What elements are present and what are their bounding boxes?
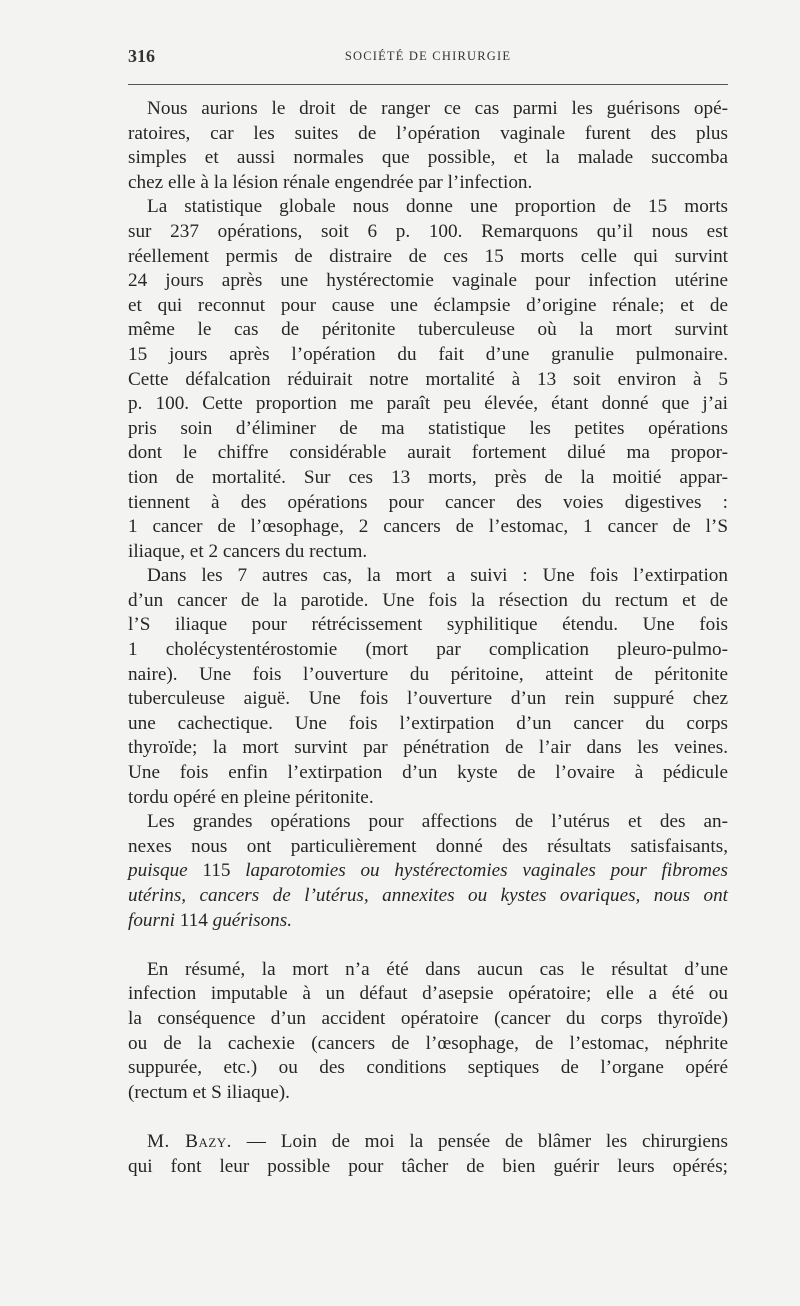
text-line: tiennent à des opérations pour cancer des voies digestives : [128, 491, 728, 513]
text-line-mixed: puisque 115 laparotomies ou hystérectomies vaginales pour fibromes [128, 860, 728, 882]
text-line: même le cas de péritonite tuberculeuse où la mort survint [128, 319, 728, 341]
text-line: une cachectique. Une fois l’extirpation d’un cancer du corps [128, 712, 728, 734]
text-line: 24 jours après une hystérectomie vaginale pour infection utérine [128, 270, 728, 292]
text-line: Nous aurions le droit de ranger ce cas parmi les guérisons opé- [147, 98, 728, 119]
text-line: tordu opéré en pleine péritonite. [128, 786, 374, 808]
text-line: Cette défalcation réduirait notre mortalité à 13 soit environ à 5 [128, 368, 728, 390]
text-line: iliaque, et 2 cancers du rectum. [128, 540, 368, 562]
text-line: ou de la cachexie (cancers de l’œsophage, de l’estomac, néphrite [128, 1032, 728, 1054]
text-line: dont le chiffre considérable aurait fortement dilué ma propor- [128, 442, 728, 464]
text-line: la conséquence d’un accident opératoire (cancer du corps thyroïde) [128, 1007, 728, 1029]
text-line: Une fois enfin l’extirpation d’un kyste de l’ovaire à pédicule [128, 762, 728, 784]
speaker-name: M. Bazy. [147, 1130, 232, 1152]
text-line: utérins, cancers de l’utérus, annexites ou kystes ovariques, nous ont [128, 885, 728, 906]
text-line: qui font leur possible pour tâcher de bien guérir leurs opérés; [128, 1155, 728, 1177]
text-line: sur 237 opérations, soit 6 p. 100. Remarquons qu’il nous est [128, 220, 728, 242]
text-line: tion de mortalité. Sur ces 13 morts, près de la moitié appar- [128, 466, 728, 488]
text-line-mixed: fourni 114 guérisons. [128, 909, 293, 931]
paragraph-4 [128, 810, 728, 933]
text-line: M. Bazy. — Loin de moi la pensée de blâmer les chirurgiens [147, 1130, 728, 1152]
header-rule [128, 84, 728, 85]
text-line: réellement permis de distraire de ces 15 morts celle qui survint [128, 245, 728, 267]
paragraph-3 [128, 564, 728, 810]
text-line: l’S iliaque pour rétrécissement syphilitique étendu. Une fois [128, 614, 728, 636]
text-line: tuberculeuse aiguë. Une fois l’ouverture d’un rein suppuré chez [128, 688, 728, 710]
text-line: 1 cholécystentérostomie (mort par complication pleuro-pulmo- [128, 639, 728, 661]
text-line: Dans les 7 autres cas, la mort a suivi : Une fois l’extirpation [147, 565, 728, 587]
running-head [128, 46, 728, 66]
text-line: d’un cancer de la parotide. Une fois la résection du rectum et de [128, 589, 728, 611]
text-line: suppurée, etc.) ou des conditions septiques de l’organe opéré [128, 1057, 728, 1079]
text-line: thyroïde; la mort survint par pénétration de l’air dans les veines. [128, 737, 728, 759]
body-text [128, 97, 728, 1179]
page-number: 316 [128, 46, 155, 66]
text-line: (rectum et S iliaque). [128, 1081, 290, 1103]
paragraph-1 [128, 97, 728, 195]
text-line: et qui reconnut pour cause une éclampsie d’origine rénale; et de [128, 294, 728, 316]
text-line: infection imputable à un défaut d’asepsie opératoire; elle a été ou [128, 983, 728, 1005]
text-line: simples et aussi normales que possible, et la malade succomba [128, 147, 728, 169]
text-line: nexes nous ont particulièrement donné des résultats satisfaisants, [128, 835, 728, 857]
text-line: La statistique globale nous donne une proportion de 15 morts [147, 196, 728, 218]
paragraph-2 [128, 195, 728, 564]
text-line: pris soin d’éliminer de ma statistique les petites opérations [128, 417, 728, 439]
text-line: En résumé, la mort n’a été dans aucun cas le résultat d’une [147, 958, 728, 980]
running-title: SOCIÉTÉ DE CHIRURGIE [344, 49, 512, 63]
text-line: p. 100. Cette proportion me paraît peu élevée, étant donné que j’ai [128, 393, 728, 415]
paragraph-5 [128, 958, 728, 1106]
paragraph-gap [128, 933, 728, 958]
paragraph-6 [128, 1130, 728, 1179]
text-line: naire). Une fois l’ouverture du péritoine, atteint de péritonite [128, 663, 728, 685]
text-line: ratoires, car les suites de l’opération vaginale furent des plus [128, 122, 728, 144]
paragraph-gap [128, 1105, 728, 1130]
text-line: 1 cancer de l’œsophage, 2 cancers de l’estomac, 1 cancer de l’S [128, 516, 728, 538]
text-line: Les grandes opérations pour affections de l’utérus et des an- [147, 811, 728, 833]
text-line: chez elle à la lésion rénale engendrée par l’infection. [128, 171, 533, 193]
text-line: 15 jours après l’opération du fait d’une granulie pulmonaire. [128, 343, 728, 365]
